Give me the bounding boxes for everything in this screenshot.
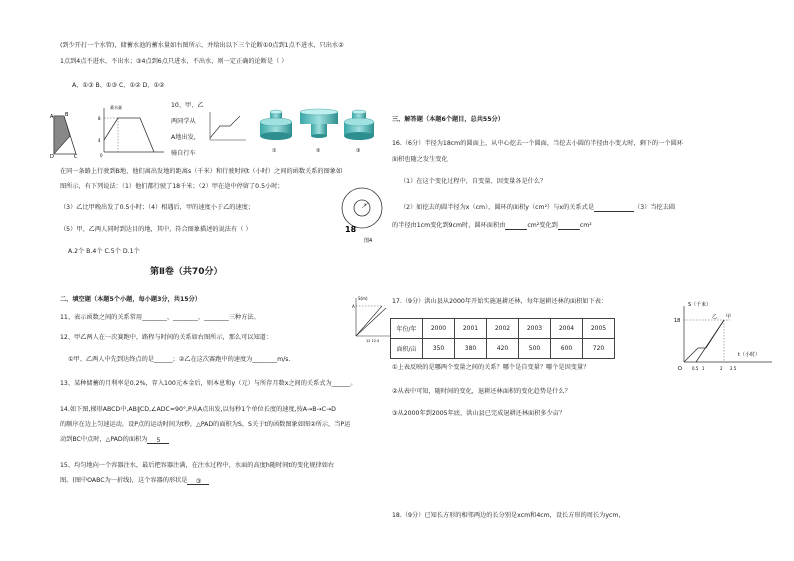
q10-options: A.2个 B.4个 C.5个 D.1个 xyxy=(68,248,140,255)
part2-title: 第Ⅱ卷（共70分） xyxy=(150,267,223,277)
fig4-number: 18 xyxy=(345,225,357,234)
q15-line2: 图。(图中OABC为一折线)，这个容器的形状是 ③ xyxy=(60,477,209,485)
svg-text:②: ② xyxy=(316,148,321,154)
graph-y-label: 蓄水量 xyxy=(110,105,122,110)
q16-sub3: 的半径由1cm变化到9cm时，圆环面积由 cm²变化到 cm² xyxy=(392,222,592,229)
svg-text:①: ① xyxy=(272,148,277,154)
svg-text:B: B xyxy=(65,112,69,118)
q15-line1: 15、均匀地向一个容器注水，最后把容器注满，在注水过程中，水面的高度h随时间t的变化规律如右 xyxy=(60,462,335,469)
q17-sub2: ②从表中可知，随时间的变化，退耕还林面积的变化趋势是什么？ xyxy=(392,388,571,395)
q10-line4: （5）甲、乙两人同时到达目的地，其中，符合图象描述的说法有（ ） xyxy=(60,226,252,233)
svg-text:乙: 乙 xyxy=(712,314,718,320)
section2-title: 二、填空题（本题5个小题，每小题3分，共15分） xyxy=(60,296,201,303)
q10-small-graph xyxy=(206,110,248,144)
svg-text:1: 1 xyxy=(702,366,705,371)
q14-line3: 动到BC中点时，△PAD的面积为 5 xyxy=(60,436,169,444)
q12: 12、甲乙两人在一次赛跑中，路程与时间的关系如右图所示，那么可以知道： xyxy=(60,334,273,341)
q10-line2: 图所示，有下列说法：（1）他们都行驶了18千米；（2）甲在途中停留了0.5小时； xyxy=(60,183,284,190)
table-row: 年份/年 2000 2001 2002 2003 2004 2005 xyxy=(391,319,615,339)
svg-text:S(m): S(m) xyxy=(358,296,368,301)
q16-sub1: （1）在这个变化过程中，自变量、因变量各是什么？ xyxy=(400,178,547,185)
q12-parts: ①甲、乙两人中先到达终点的是______；②乙在这次赛跑中的速度为________m/s. xyxy=(68,356,291,363)
svg-text:t（小时）: t（小时） xyxy=(738,352,760,358)
svg-text:18: 18 xyxy=(674,318,681,324)
svg-text:x: x xyxy=(364,202,367,207)
q11: 11、表示函数之间的关系常用________、________、________三种方法。 xyxy=(60,314,260,321)
q9-line2: 1点到4点不进水，不出水；③4点到6点只进水，不出水，则一定正确的论断是（ ） xyxy=(60,58,288,65)
trapezoid-figure xyxy=(50,112,80,158)
reservoir-graph xyxy=(96,104,166,158)
q10-a: 10、甲、乙 xyxy=(171,102,204,109)
q10-line3: （3）乙比甲晚出发了0.5小时；（4）相遇后，甲的速度小于乙的速度； xyxy=(60,204,255,211)
q10-d: 骑自行车 xyxy=(171,150,196,157)
container-shapes xyxy=(256,108,386,156)
reforestation-table xyxy=(390,318,615,359)
q17-line1: 17.（9分）洪山县从2000年开始实施退耕还林，每年退耕还林的面积如下表： xyxy=(392,298,608,305)
svg-text:12 12.5: 12 12.5 xyxy=(366,339,380,343)
q10-b: 两同学从 xyxy=(171,118,196,125)
q17-sub3: ③从2000年到2005年底，洪山县已完成退耕还林面积多少亩？ xyxy=(392,410,566,417)
section3-title: 三、解答题（本题6个题目，总共55分） xyxy=(392,116,504,123)
q10-c: A地出发， xyxy=(171,134,200,141)
table-row: 面积/亩 350 380 420 500 600 720 xyxy=(391,339,615,359)
fig4-label: 图4 xyxy=(364,238,373,244)
svg-text:S（千米）: S（千米） xyxy=(688,302,712,308)
race-graph xyxy=(352,296,392,343)
q17-sub1: ①上表反映的是哪两个变量之间的关系？哪个是自变量？哪个是因变量？ xyxy=(392,364,590,371)
q10-line1: 在同一条路上行驶到B地，他们离出发地的距离s（千米）和行驶时间t（小时）之间的函数关系的图象如 xyxy=(60,168,343,175)
q18: 18.（9分）已知长方形的相邻两边的长分别是xcm和4cm，设长方形的周长为ycm， xyxy=(392,512,625,519)
q16-sub2: （2）如挖去的圆半径为x（cm），圆环的面积y（cm²）与x的关系式是 （3）当挖去圆 xyxy=(400,204,676,211)
q9-options: A、①③ B、①③ C、①② D、①② xyxy=(72,82,165,89)
q16-line1: 16.（6分）半径为18cm的圆面上，从中心挖去一个圆面，当挖去小圆的半径由小变大时，剩下的一个圆环 xyxy=(392,140,683,147)
distance-time-graph xyxy=(672,300,776,380)
svg-text:0.5: 0.5 xyxy=(692,366,699,371)
q14-line1: 14.如下图,梯形ABCD中,AB∥CD,∠ADC=90°,P从A点出发,以每秒1个单位长度的速度,按A→B→C→D xyxy=(60,406,336,413)
svg-text:0: 0 xyxy=(100,153,103,158)
q9-line1: (到少开打一个水管)，储蓄水池的蓄水量如右图所示，并给出以下三个论断①0点到1点不进水，只出水② xyxy=(60,42,344,49)
svg-text:2.5: 2.5 xyxy=(730,366,737,371)
svg-text:O: O xyxy=(678,366,682,372)
svg-text:4: 4 xyxy=(98,138,101,143)
svg-text:2: 2 xyxy=(720,366,723,371)
svg-text:A: A xyxy=(50,114,54,120)
q13: 13、某种储蓄的月利率是0.2%，存入100元本金后，则本息和y（元）与所存月数x之间的关系式为______。 xyxy=(60,380,357,387)
concentric-circles-figure xyxy=(340,184,384,244)
svg-text:8: 8 xyxy=(98,116,101,121)
q14-line2: 的顺序在边上匀速运动，设P点的运动时间为t秒，△PAD的面积为S，S关于t的函数图象如图②所示，当P运 xyxy=(60,421,351,428)
svg-text:甲: 甲 xyxy=(726,314,732,320)
svg-text:D: D xyxy=(50,154,54,160)
svg-text:③: ③ xyxy=(356,148,361,154)
svg-text:A: A xyxy=(352,304,355,309)
svg-text:C: C xyxy=(74,154,78,160)
q16-line2: 面积也随之发生变化 xyxy=(392,156,448,163)
